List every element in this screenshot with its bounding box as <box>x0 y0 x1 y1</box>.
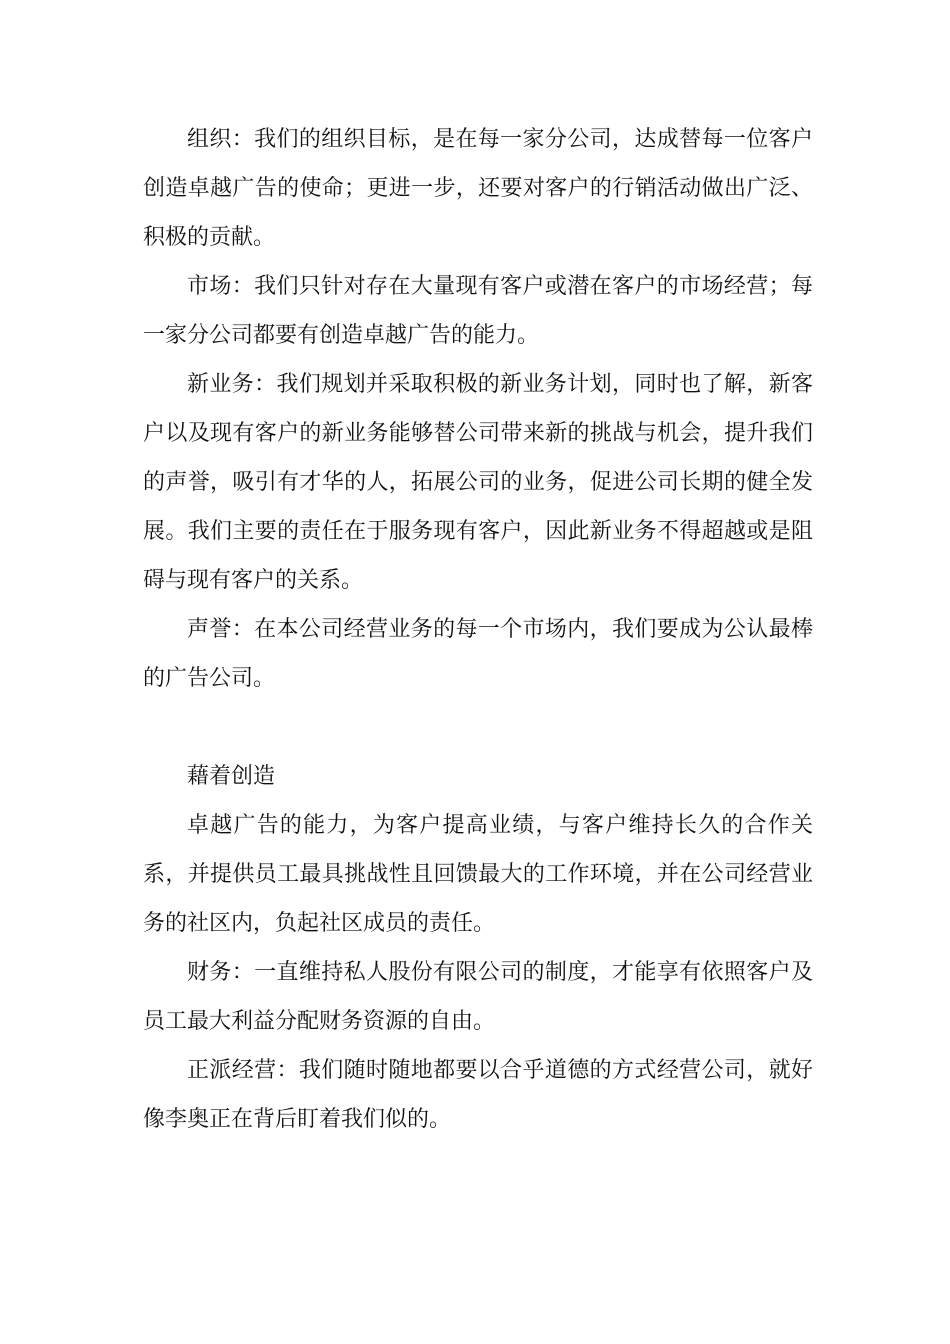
paragraph-new-business: 新业务：我们规划并采取积极的新业务计划，同时也了解，新客户以及现有客户的新业务能够替公司带来新的挑战与机会，提升我们的声誉，吸引有才华的人，拓展公司的业务，促进公司长期的健全发展。我们主要的责任在于服务现有客户，因此新业务不得超越或是阻碍与现有客户的关系。 <box>143 372 813 593</box>
paragraph-excellent-advertising: 卓越广告的能力，为客户提高业绩，与客户维持长久的合作关系，并提供员工最具挑战性且回馈最大的工作环境，并在公司经营业务的社区内，负起社区成员的责任。 <box>143 813 813 936</box>
paragraph-ethical-operation: 正派经营：我们随时随地都要以合乎道德的方式经营公司，就好像李奥正在背后盯着我们似的。 <box>143 1058 813 1132</box>
blank-line <box>143 703 813 752</box>
paragraph-reputation: 声誉：在本公司经营业务的每一个市场内，我们要成为公认最棒的广告公司。 <box>143 617 813 691</box>
document-body <box>143 115 813 1144</box>
paragraph-market: 市场：我们只针对存在大量现有客户或潜在客户的市场经营；每一家分公司都要有创造卓越广告的能力。 <box>143 274 813 348</box>
paragraph-finance: 财务：一直维持私人股份有限公司的制度，才能享有依照客户及员工最大利益分配财务资源的自由。 <box>143 960 813 1034</box>
paragraph-organization: 组织：我们的组织目标，是在每一家分公司，达成替每一位客户创造卓越广告的使命；更进一步，还要对客户的行销活动做出广泛、积极的贡献。 <box>143 127 813 250</box>
paragraph-by-creating: 藉着创造 <box>187 764 276 789</box>
